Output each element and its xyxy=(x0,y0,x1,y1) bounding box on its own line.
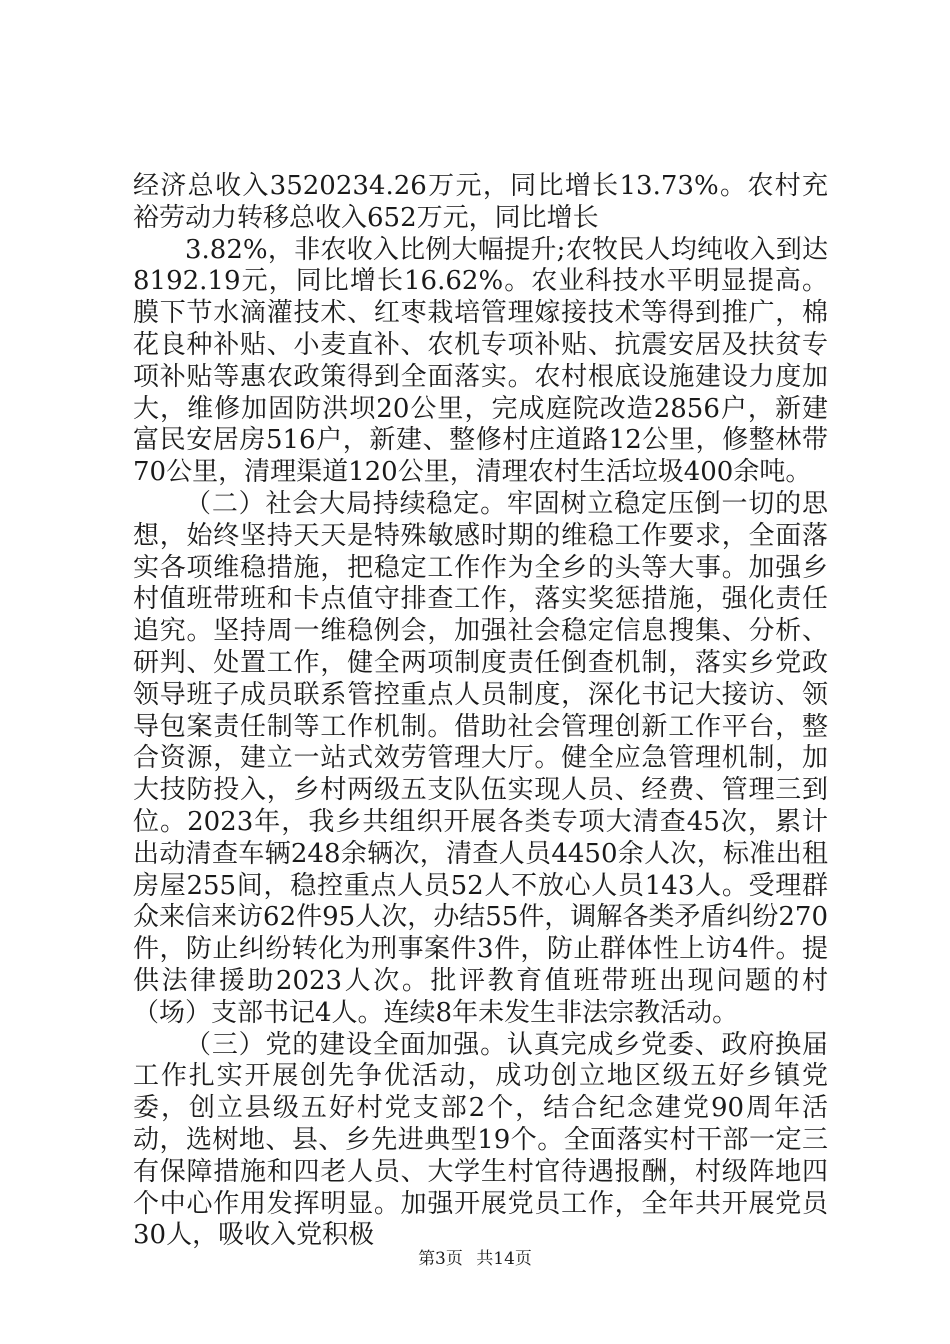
paragraph-agriculture: 3.82%，非农收入比例大幅提升;农牧民人均纯收入到达8192.19元，同比增长16.62%。农业科技水平明显提高。膜下节水滴灌技术、红枣栽培管理嫁接技术等得到推广，棉花良种补贴、小麦直补、农机专项补贴、抗震安居及扶贫专项补贴等惠农政策得到全面落实。农村根底设施建设力度加大，维修加固防洪坝20公里，完成庭院改造2856户，新建富民安居房516户，新建、整修村庄道路12公里，修整林带70公里，清理渠道120公里，清理农村生活垃圾400余吨。 xyxy=(133,234,828,488)
page-footer xyxy=(0,1244,950,1269)
page-number: 第3页 xyxy=(418,1249,463,1269)
document-body xyxy=(133,171,828,1252)
paragraph-income: 经济总收入3520234.26万元，同比增长13.73%。农村充裕劳动力转移总收入652万元，同比增长 xyxy=(133,171,828,233)
paragraph-party-building: （三）党的建设全面加强。认真完成乡党委、政府换届工作扎实开展创先争优活动，成功创立地区级五好乡镇党委，创立县级五好村党支部2个，结合纪念建党90周年活动，选树地、县、乡先进典型19个。全面落实村干部一定三有保障措施和四老人员、大学生村官待遇报酬，村级阵地四个中心作用发挥明显。加强开展党员工作，全年共开展党员30人，吸收入党积极 xyxy=(133,1029,828,1251)
paragraph-social-stability: （二）社会大局持续稳定。牢固树立稳定压倒一切的思想，始终坚持天天是特殊敏感时期的维稳工作要求，全面落实各项维稳措施，把稳定工作作为全乡的头等大事。加强乡村值班带班和卡点值守排查工作，落实奖惩措施，强化责任追究。坚持周一维稳例会，加强社会稳定信息搜集、分析、研判、处置工作，健全两项制度责任倒查机制，落实乡党政领导班子成员联系管控重点人员制度，深化书记大接访、领导包案责任制等工作机制。借助社会管理创新工作平台，整合资源，建立一站式效劳管理大厅。健全应急管理机制，加大技防投入，乡村两级五支队伍实现人员、经费、管理三到位。2023年，我乡共组织开展各类专项大清查45次，累计出动清查车辆248余辆次，清查人员4450余人次，标准出租房屋255间，稳控重点人员52人不放心人员143人。受理群众来信来访62件95人次，办结55件，调解各类矛盾纠纷270件，防止纠纷转化为刑事案件3件，防止群体性上访4件。提供法律援助2023人次。批评教育值班带班出现问题的村（场）支部书记4人。连续8年未发生非法宗教活动。 xyxy=(133,488,828,1028)
page-total: 共14页 xyxy=(476,1249,532,1269)
